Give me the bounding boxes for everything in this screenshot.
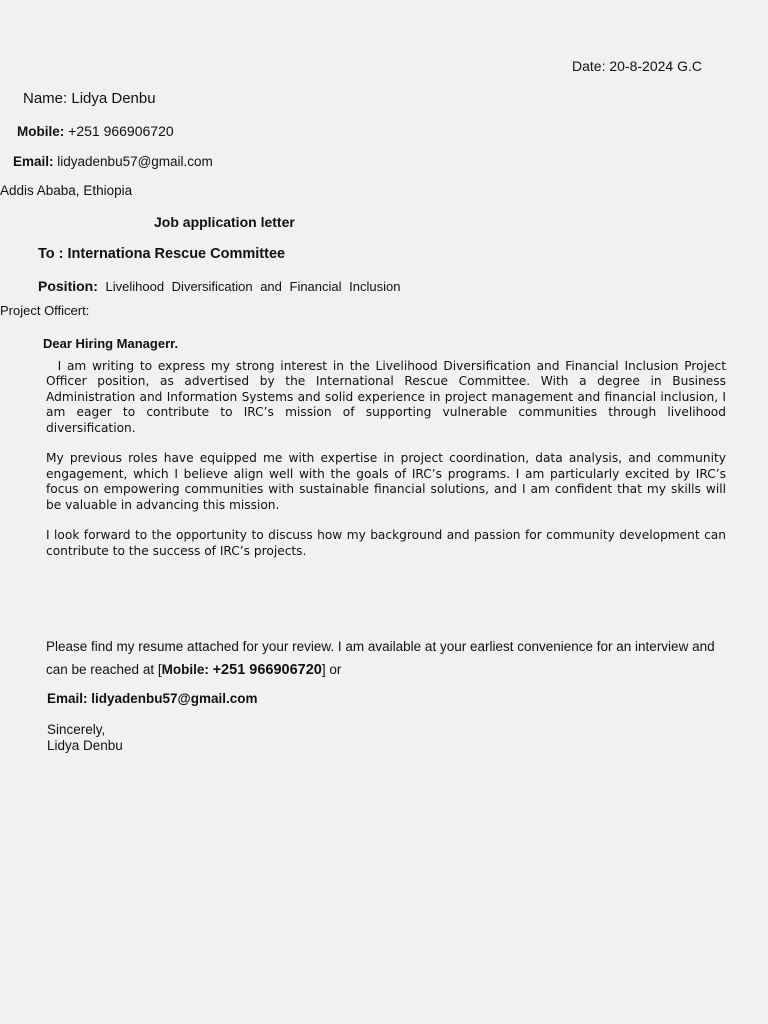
signature-name: Lidya Denbu xyxy=(47,738,123,753)
position-label: Position: xyxy=(38,278,98,294)
signoff: Sincerely, xyxy=(47,722,106,737)
recipient-line: To : Internationa Rescue Committee xyxy=(38,246,286,262)
letter-body xyxy=(46,359,726,575)
closing-paragraph xyxy=(46,635,736,682)
letter-date: Date: 20-8-2024 G.C xyxy=(572,58,702,74)
mobile-value: +251 966906720 xyxy=(64,123,174,139)
email-line xyxy=(13,154,213,169)
signature-block xyxy=(47,722,123,754)
closing-mobile-value: +251 966906720 xyxy=(212,662,322,678)
name-label: Name xyxy=(23,90,64,107)
closing-email: Email: lidyadenbu57@gmail.com xyxy=(47,691,258,706)
email-label: Email: xyxy=(13,154,54,169)
mobile-line xyxy=(17,123,174,139)
position-value: Livelihood Diversification and Financial Inclusion xyxy=(105,279,401,294)
name-line xyxy=(23,90,156,107)
closing-mobile-label: Mobile: xyxy=(161,662,213,677)
body-paragraph-2: My previous roles have equipped me with expertise in project coordination, data analysis, and community engagement, which I believe align well with the goals of IRC’s programs. I am particularly excited by IRC’s focus on empowering communities with sustainable financial solutions, and I am confident that my skills will be valuable in advancing this mission. xyxy=(46,451,726,512)
closing-text-end: ] or xyxy=(321,662,342,677)
position-line xyxy=(38,278,400,294)
name-value: : Lidya Denbu xyxy=(63,90,156,107)
email-value: lidyadenbu57@gmail.com xyxy=(53,154,213,169)
body-paragraph-1: I am writing to express my strong interest in the Livelihood Diversification and Financial Inclusion Project Officer position, as advertised by the International Rescue Committee. With a degree in Business Administration and Information Systems and solid experience in project management and financial inclusion, I am eager to contribute to IRC’s mission of supporting vulnerable communities through livelihood diversification. xyxy=(46,359,726,435)
greeting: Dear Hiring Managerr. xyxy=(43,336,179,351)
body-paragraph-3: I look forward to the opportunity to discuss how my background and passion for community development can contribute to the success of IRC’s projects. xyxy=(46,528,726,558)
closing-text: Please find my resume attached for your review. I am available at your earliest convenience for an interview and can be reached at [ xyxy=(46,639,715,677)
city-line: Addis Ababa, Ethiopia xyxy=(0,183,133,198)
position-continuation: Project Officert: xyxy=(0,303,90,318)
letter-title: Job application letter xyxy=(154,214,295,230)
mobile-label: Mobile: xyxy=(17,124,65,139)
